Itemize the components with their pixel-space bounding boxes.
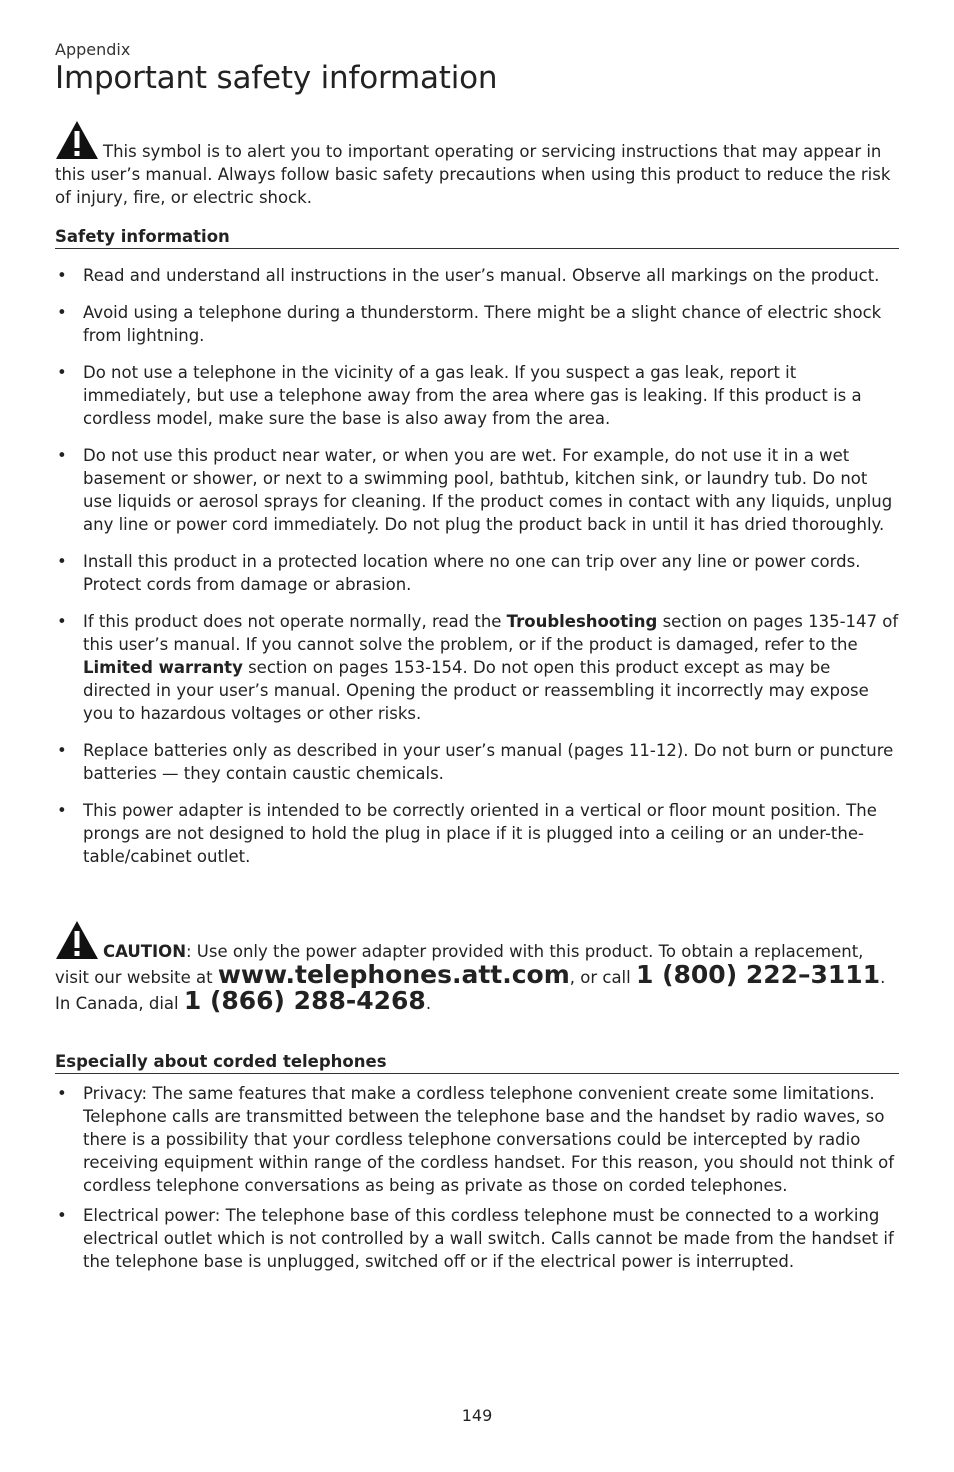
caution-text: , or call bbox=[569, 968, 636, 987]
canada-phone-number: 1 (866) 288-4268 bbox=[183, 986, 426, 1015]
safety-list bbox=[55, 264, 899, 882]
page-title: Important safety information bbox=[55, 60, 498, 96]
limited-warranty-reference: Limited warranty bbox=[83, 658, 243, 677]
website-link[interactable]: www.telephones.att.com bbox=[217, 960, 570, 989]
list-item: • Do not use this product near water, or when you are wet. For example, do not use it in a wet basement or shower, or next to a swimming pool, bathtub, kitchen sink, or laundry tub. Do not use liquids or aerosol sprays for cleaning. If the product comes in contact with any liquids, unplug any line or power cord immediately. Do not plug the product back in until it has dried thoroughly. bbox=[55, 444, 899, 536]
list-item: • Install this product in a protected location where no one can trip over any line or power cords. Protect cords from damage or abrasion. bbox=[55, 550, 899, 596]
item-text: If this product does not operate normally, read the bbox=[83, 612, 507, 631]
intro-text: This symbol is to alert you to important operating or servicing instructions that may appear in this user’s manual. Always follow basic safety precautions when using this product to reduce the risk of injury, fire, or electric shock. bbox=[55, 142, 891, 207]
list-item bbox=[55, 610, 899, 725]
corded-telephones-heading: Especially about corded telephones bbox=[55, 1052, 899, 1074]
list-item: • Electrical power: The telephone base of this cordless telephone must be connected to a working electrical outlet which is not controlled by a wall switch. Calls cannot be made from the handset if the telephone base is unplugged, switched off or if the electrical power is interrupted. bbox=[55, 1204, 899, 1273]
warning-triangle-icon bbox=[55, 120, 99, 160]
list-item: • Do not use a telephone in the vicinity of a gas leak. If you suspect a gas leak, report it immediately, but use a telephone away from the area where gas is leaking. If this product is a cordless model, make sure the base is also away from the area. bbox=[55, 361, 899, 430]
page-number: 149 bbox=[461, 1406, 493, 1425]
us-phone-number: 1 (800) 222–3111 bbox=[635, 960, 881, 989]
warning-triangle-icon bbox=[55, 920, 99, 960]
caution-text: . In Canada, dial bbox=[55, 968, 886, 1013]
troubleshooting-reference: Troubleshooting bbox=[506, 612, 658, 631]
safety-information-heading: Safety information bbox=[55, 227, 899, 249]
caution-text: : Use only the power adapter provided with this product. To obtain a replacement, visit our website at bbox=[55, 942, 864, 987]
caution-paragraph bbox=[55, 920, 901, 1015]
caution-label: CAUTION bbox=[103, 942, 186, 961]
list-item: • Privacy: The same features that make a cordless telephone convenient create some limitations. Telephone calls are transmitted between the telephone base and the handset by radio waves, so there is a possibility that your cordless telephone conversations could be intercepted by radio receiving equipment within range of the cordless handset. For this reason, you should not think of cordless telephone conversations as being as private as those on corded telephones. bbox=[55, 1082, 899, 1197]
item-text: section on pages 135-147 of this user’s manual. If you cannot solve the problem, or if the product is damaged, refer to the bbox=[83, 612, 899, 654]
section-eyebrow: Appendix bbox=[55, 40, 131, 59]
intro-paragraph bbox=[55, 120, 901, 209]
list-item: • This power adapter is intended to be correctly oriented in a vertical or floor mount position. The prongs are not designed to hold the plug in place if it is plugged into a ceiling or an under-the-table/cabinet outlet. bbox=[55, 799, 899, 868]
corded-list bbox=[55, 1082, 899, 1280]
item-text: section on pages 153-154. Do not open this product except as may be directed in your user’s manual. Opening the product or reassembling it incorrectly may expose you to hazardous voltages or other risks. bbox=[83, 658, 869, 723]
list-item: • Replace batteries only as described in your user’s manual (pages 11-12). Do not burn or puncture batteries — they contain caustic chemicals. bbox=[55, 739, 899, 785]
list-item: • Avoid using a telephone during a thunderstorm. There might be a slight chance of electric shock from lightning. bbox=[55, 301, 899, 347]
caution-text: . bbox=[425, 994, 432, 1013]
list-item: • Read and understand all instructions in the user’s manual. Observe all markings on the product. bbox=[55, 264, 899, 287]
